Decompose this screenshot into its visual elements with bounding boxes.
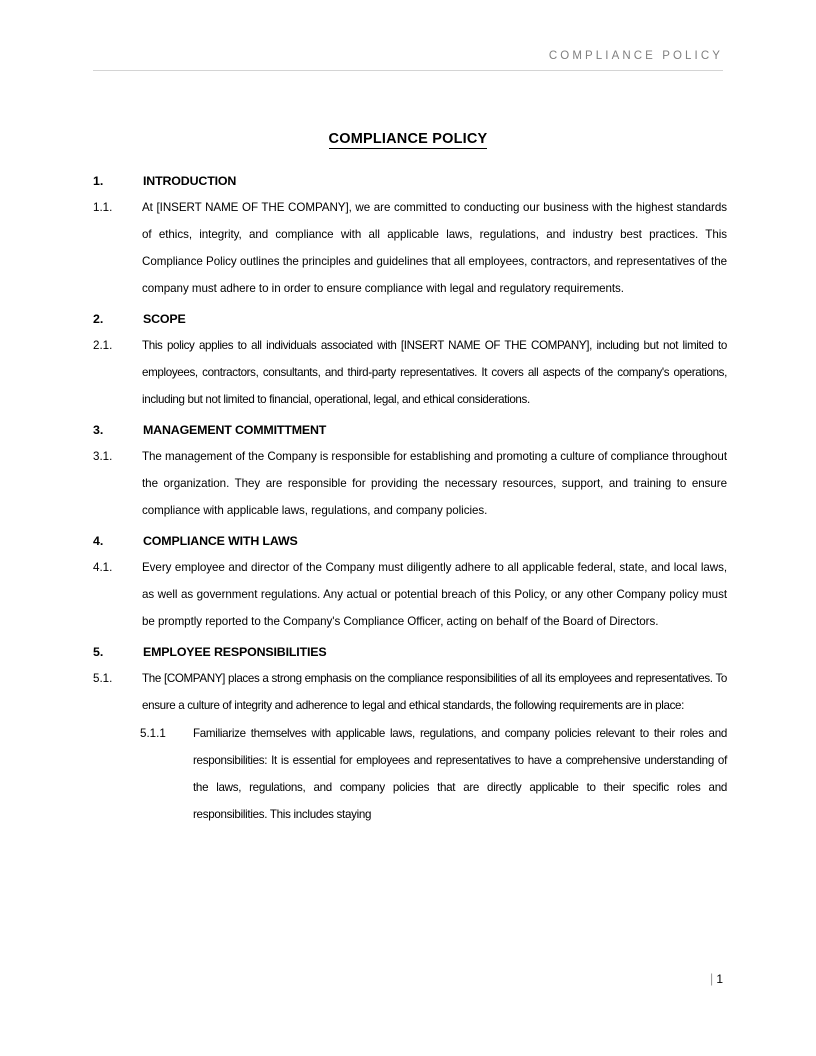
page-header (93, 46, 723, 64)
section-heading-4 (93, 530, 727, 552)
paragraph-4-1 (93, 554, 727, 635)
footer-page-number: 1 (716, 972, 723, 986)
running-header-title: COMPLIANCE POLICY (548, 50, 723, 62)
paragraph-number-5-1: 5.1. (93, 672, 113, 685)
paragraph-3-1 (93, 443, 727, 524)
section-label-1: INTRODUCTION (143, 174, 237, 188)
subparagraph-text-5-1-1: Familiarize themselves with applicable laws, regulations, and company policies relevant to their roles and responsibilities: It is essential for employees and representatives to have a comprehensive understanding of the laws, regulations, and company policies that are directly applicable to their specific roles and responsibilities. This includes staying (193, 727, 727, 821)
paragraph-5-1 (93, 665, 727, 719)
document-title (93, 130, 723, 149)
paragraph-1-1 (93, 194, 727, 302)
paragraph-text-2-1: This policy applies to all individuals associated with [INSERT NAME OF THE COMPANY], including but not limited to employees, contractors, consultants, and third-party representatives. It covers all aspects of the company's operations, including but not limited to financial, operational, legal, and ethical considerations. (142, 339, 727, 406)
section-number-4: 4. (93, 534, 104, 548)
paragraph-number-4-1: 4.1. (93, 561, 113, 574)
section-heading-3 (93, 419, 727, 441)
document-title-text: COMPLIANCE POLICY (328, 131, 488, 147)
section-number-5: 5. (93, 645, 104, 659)
paragraph-text-5-1: The [COMPANY] places a strong emphasis on the compliance responsibilities of all its employees and representatives. To ensure a culture of integrity and adherence to legal and ethical standards, the following requirements are in place: (142, 672, 727, 712)
section-number-1: 1. (93, 174, 104, 188)
subparagraph-5-1-1 (140, 720, 727, 828)
section-number-3: 3. (93, 423, 104, 437)
section-label-5: EMPLOYEE RESPONSIBILITIES (143, 645, 327, 659)
section-number-2: 2. (93, 312, 104, 326)
section-label-2: SCOPE (143, 312, 186, 326)
page-footer (93, 971, 723, 986)
paragraph-text-4-1: Every employee and director of the Company must diligently adhere to all applicable federal, state, and local laws, as well as government regulations. Any actual or potential breach of this Policy, or any other Company policy must be promptly reported to the Company's Compliance Officer, acting on behalf of the Board of Directors. (142, 561, 727, 628)
section-label-4: COMPLIANCE WITH LAWS (143, 534, 298, 548)
section-heading-1 (93, 170, 727, 192)
footer-separator: | (709, 971, 714, 986)
paragraph-number-3-1: 3.1. (93, 450, 113, 463)
paragraph-number-2-1: 2.1. (93, 339, 113, 352)
paragraph-text-3-1: The management of the Company is responsible for establishing and promoting a culture of compliance throughout the organization. They are responsible for providing the necessary resources, support, and training to ensure compliance with applicable laws, regulations, and company policies. (142, 450, 727, 517)
document-body (93, 170, 727, 828)
paragraph-number-1-1: 1.1. (93, 201, 113, 214)
section-heading-5 (93, 641, 727, 663)
section-label-3: MANAGEMENT COMMITTMENT (143, 423, 327, 437)
subparagraph-number-5-1-1: 5.1.1 (140, 727, 166, 740)
section-heading-2 (93, 308, 727, 330)
paragraph-2-1 (93, 332, 727, 413)
header-divider-rule (93, 70, 723, 71)
paragraph-text-1-1: At [INSERT NAME OF THE COMPANY], we are committed to conducting our business with the highest standards of ethics, integrity, and compliance with all applicable laws, regulations, and industry best practices. This Compliance Policy outlines the principles and guidelines that all employees, contractors, and representatives of the company must adhere to in order to ensure compliance with legal and regulatory requirements. (142, 201, 727, 295)
